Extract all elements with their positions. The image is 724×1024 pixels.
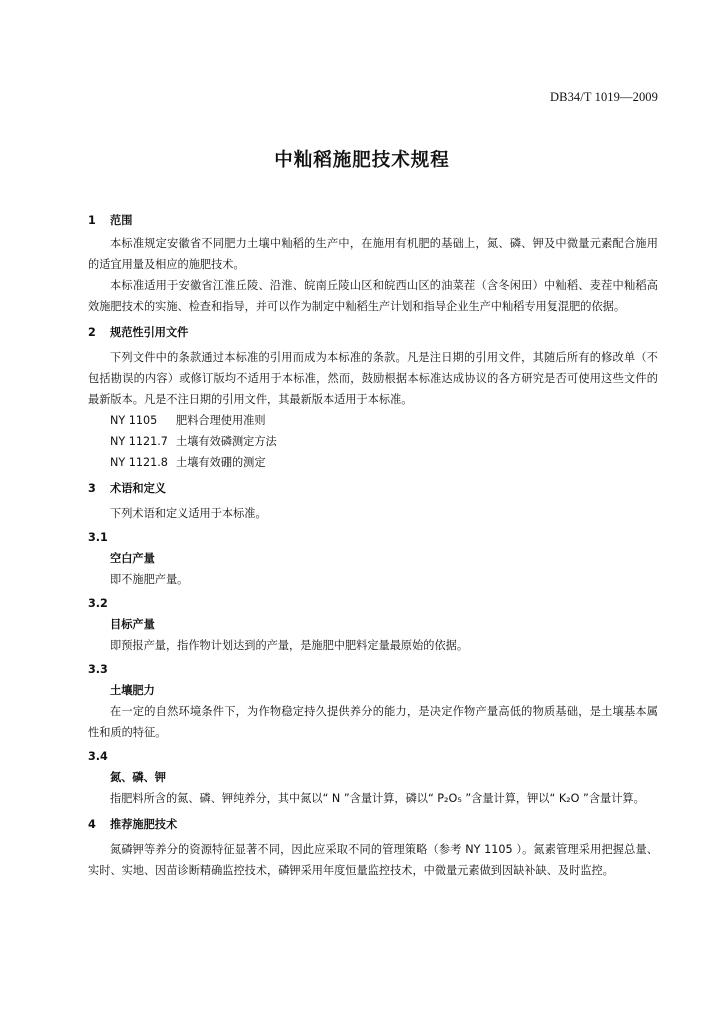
- section-title: 规范性引用文件: [110, 326, 189, 339]
- term-definition: 指肥料所含的氮、磷、钾纯养分，其中氮以“ N ”含量计算，磷以“ P₂O₅ ”含量计算，钾以“ K₂O ”含量计算。: [110, 792, 645, 805]
- reference-code: NY 1105: [110, 414, 158, 427]
- section-title: 范围: [110, 214, 133, 227]
- clause-number: 3.1: [88, 531, 108, 544]
- term-definition: 即不施肥产量。: [110, 573, 189, 586]
- paragraph: 本标准规定安徽省不同肥力土壤中籼稻的生产中，在施用有机肥的基础上，氮、磷、钾及中微量元素配合施用的适宜用量及相应的施肥技术。: [88, 237, 658, 271]
- section-heading-scope: [88, 210, 658, 231]
- section-number: 4: [88, 818, 96, 831]
- reference-name: 肥料合理使用准则: [176, 414, 266, 427]
- section-heading-terms: [88, 478, 658, 499]
- section-number: 3: [88, 482, 96, 495]
- reference-name: 土壤有效磷测定方法: [176, 435, 277, 448]
- document-title: 中籼稻施肥技术规程: [274, 150, 450, 171]
- term-name: 土壤肥力: [110, 684, 155, 697]
- section-heading-normative: [88, 322, 658, 343]
- standard-number: DB34/T 1019—2009: [550, 90, 658, 104]
- term-definition: 即预报产量，指作物计划达到的产量，是施肥中肥料定量最原始的依据。: [110, 639, 469, 652]
- term-definition: 在一定的自然环境条件下，为作物稳定持久提供养分的能力，是决定作物产量高低的物质基础，是土壤基本属性和质的特征。: [88, 705, 658, 739]
- reference-item: [88, 452, 658, 473]
- reference-item: [88, 431, 658, 452]
- section-number: 1: [88, 214, 96, 227]
- reference-code: NY 1121.8: [110, 456, 168, 469]
- reference-code: NY 1121.7: [110, 435, 168, 448]
- term-name: 氮、磷、钾: [110, 771, 166, 784]
- term-name: 目标产量: [110, 618, 155, 631]
- clause-number: 3.4: [88, 750, 108, 763]
- clause-number: 3.3: [88, 663, 108, 676]
- document-body: [88, 205, 658, 881]
- clause-number: 3.2: [88, 597, 108, 610]
- section-heading-recommend: [88, 814, 658, 835]
- term-name: 空白产量: [110, 552, 155, 565]
- paragraph: 下列术语和定义适用于本标准。: [110, 507, 267, 520]
- reference-item: [88, 410, 658, 431]
- section-title: 推荐施肥技术: [110, 818, 178, 831]
- section-number: 2: [88, 326, 96, 339]
- reference-name: 土壤有效硼的测定: [176, 456, 266, 469]
- paragraph: 本标准适用于安徽省江淮丘陵、沿淮、皖南丘陵山区和皖西山区的油菜茬（含冬闲田）中籼稻、麦茬中籼稻高效施肥技术的实施、检查和指导，并可以作为制定中籼稻生产计划和指导企业生产中籼稻专用复混肥的依据。: [88, 279, 658, 313]
- paragraph: 氮磷钾等养分的资源特征显著不同，因此应采取不同的管理策略（参考 NY 1105 ）。氮素管理采用把握总量、实时、实地、因苗诊断精确监控技术，磷钾采用年度恒量监控技术，中微量元素做到因缺补缺、及时监控。: [88, 843, 658, 877]
- section-title: 术语和定义: [110, 482, 166, 495]
- paragraph: 下列文件中的条款通过本标准的引用而成为本标准的条款。凡是注日期的引用文件，其随后所有的修改单（不包括勘误的内容）或修订版均不适用于本标准，然而，鼓励根据本标准达成协议的各方研究是否可使用这些文件的最新版本。凡是不注日期的引用文件，其最新版本适用于本标准。: [88, 351, 658, 406]
